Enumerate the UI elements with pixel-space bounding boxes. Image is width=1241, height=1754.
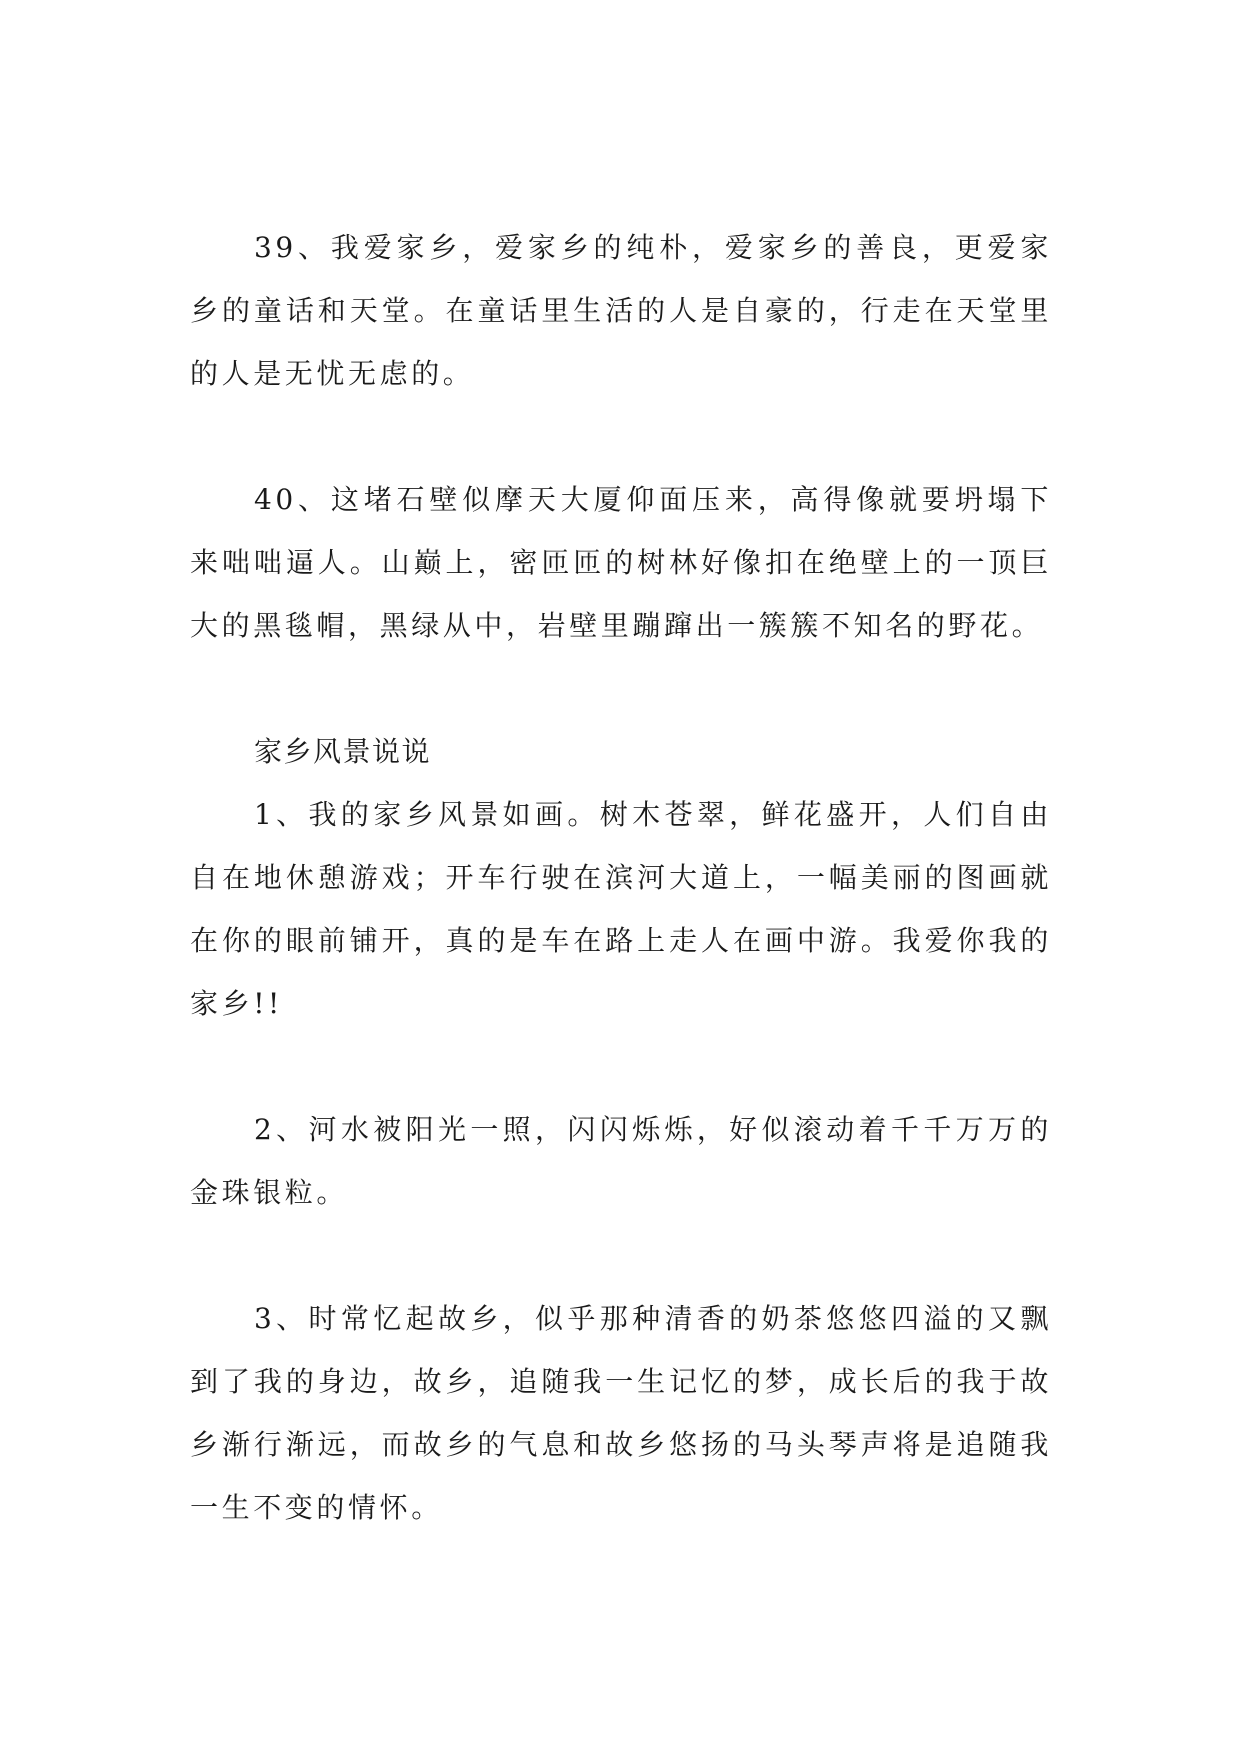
paragraph-40: 40、这堵石壁似摩天大厦仰面压来，高得像就要坍塌下来咄咄逼人。山巅上，密匝匝的树林好像扣在绝壁上的一顶巨大的黑毯帽，黑绿从中，岩壁里蹦蹿出一簇簇不知名的野花。 — [190, 483, 1052, 642]
section-heading: 家乡风景说说 — [254, 735, 432, 768]
paragraph-1: 1、我的家乡风景如画。树木苍翠，鲜花盛开，人们自由自在地休憩游戏；开车行驶在滨河大道上，一幅美丽的图画就在你的眼前铺开，真的是车在路上走人在画中游。我爱你我的家乡!! — [190, 798, 1052, 1020]
paragraph-39: 39、我爱家乡，爱家乡的纯朴，爱家乡的善良，更爱家乡的童话和天堂。在童话里生活的人是自豪的，行走在天堂里的人是无忧无虑的。 — [190, 231, 1052, 390]
paragraph-2: 2、河水被阳光一照，闪闪烁烁，好似滚动着千千万万的金珠银粒。 — [190, 1113, 1052, 1209]
document-body — [190, 216, 1052, 1539]
paragraph-3: 3、时常忆起故乡，似乎那种清香的奶茶悠悠四溢的又飘到了我的身边，故乡，追随我一生记忆的梦，成长后的我于故乡渐行渐远，而故乡的气息和故乡悠扬的马头琴声将是追随我一生不变的情怀。 — [190, 1302, 1052, 1524]
